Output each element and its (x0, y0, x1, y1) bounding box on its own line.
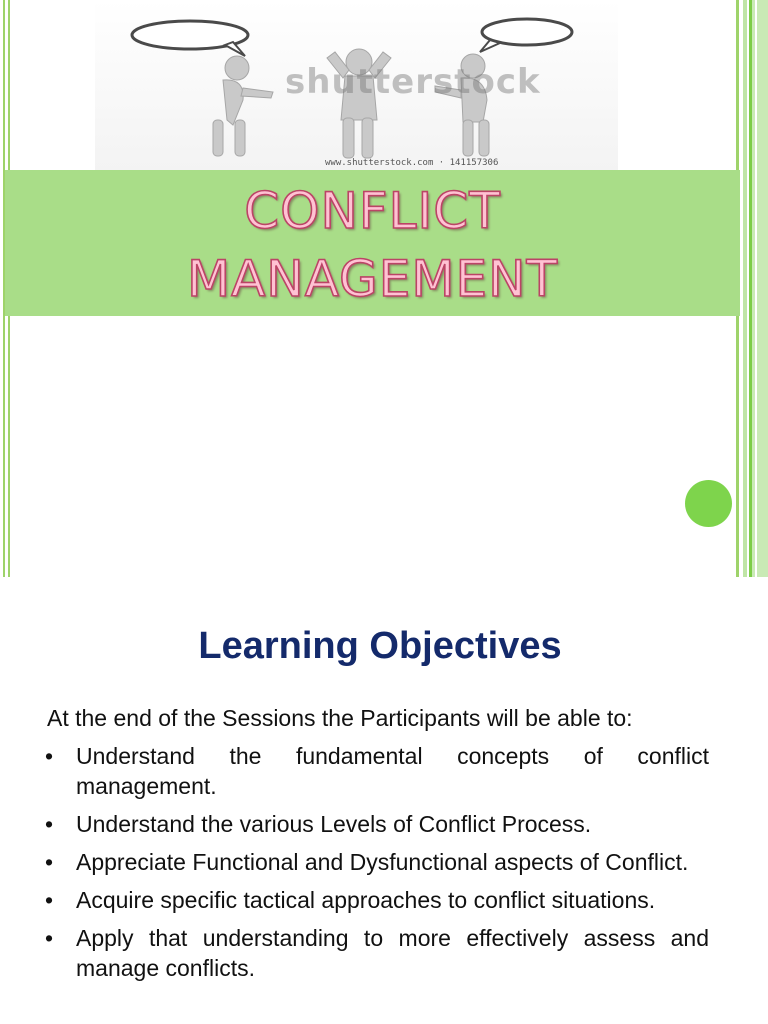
slide-title-line-2: MANAGEMENT (186, 250, 559, 308)
list-item (45, 809, 709, 839)
bullet-icon: • (45, 743, 54, 769)
image-caption: www.shutterstock.com · 141157306 (325, 158, 499, 168)
objectives-intro: At the end of the Sessions the Participants will be able to: (47, 705, 633, 731)
bullet-text: Apply that understanding to more effectively assess and manage conflicts. (76, 925, 709, 981)
objectives-title: Learning Objectives (198, 625, 562, 667)
bullet-icon: • (45, 849, 54, 875)
list-item (45, 741, 709, 801)
bullet-text: Understand the fundamental concepts of conflict management. (76, 743, 709, 799)
bullet-text: Understand the various Levels of Conflict Process. (76, 811, 592, 837)
right-border-stripe (755, 0, 757, 577)
image-watermark: shutterstock (285, 62, 541, 102)
conflict-figures-image (95, 0, 618, 170)
bullet-icon: • (45, 811, 54, 837)
right-border-stripe (749, 0, 752, 577)
bullet-text: Appreciate Functional and Dysfunctional aspects of Conflict. (76, 849, 689, 875)
decorative-circle (685, 480, 732, 527)
list-item (45, 923, 709, 983)
objectives-list (45, 741, 709, 991)
bullet-icon: • (45, 887, 54, 913)
list-item (45, 885, 709, 915)
list-item (45, 847, 709, 877)
bullet-text: Acquire specific tactical approaches to conflict situations. (76, 887, 656, 913)
bullet-icon: • (45, 925, 54, 951)
objectives-slide (0, 577, 768, 1024)
slide-title-line-1: CONFLICT (244, 182, 501, 240)
